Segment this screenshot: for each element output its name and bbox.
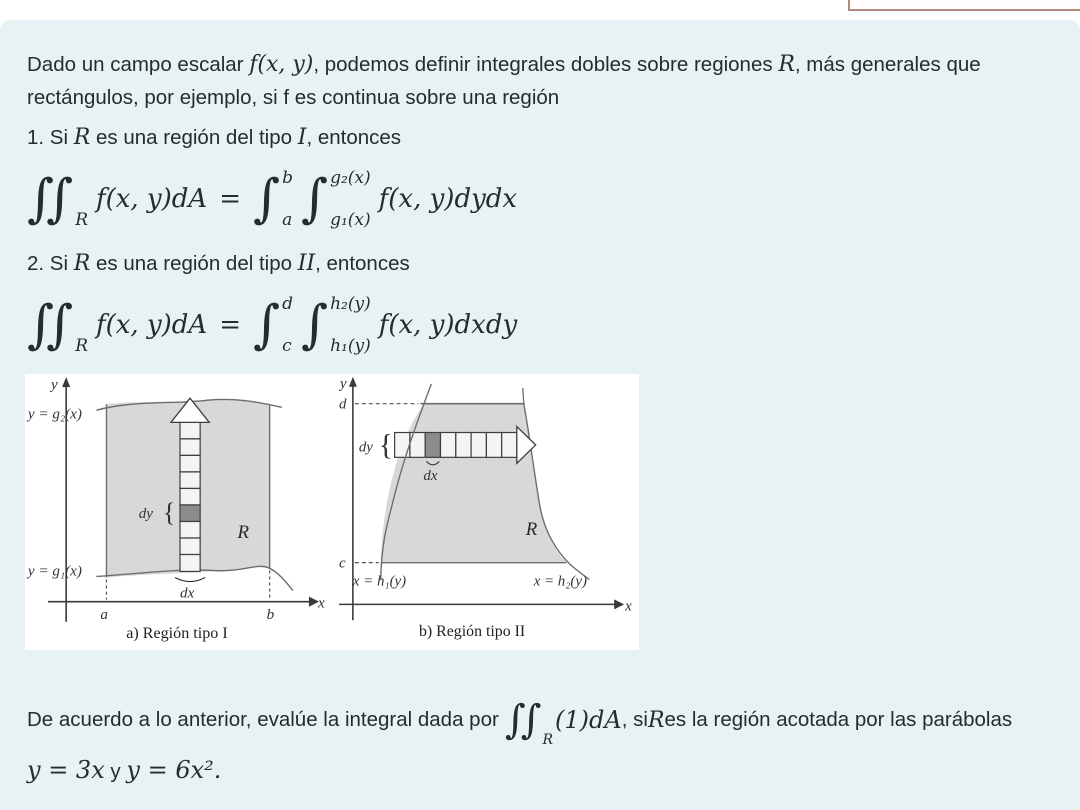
item2-text-2: es una región del tipo — [90, 252, 298, 275]
formula-type-1 — [27, 158, 1056, 240]
math-R: R — [73, 251, 91, 276]
x-axis-label: x — [625, 598, 632, 615]
lower-limit-R: R — [542, 732, 554, 748]
inner-integral-g — [301, 168, 371, 230]
dA-element — [180, 505, 200, 522]
item1-text-3: , entonces — [306, 126, 402, 149]
b-tick-label: b — [266, 606, 275, 623]
integral-sign: ∫ — [27, 169, 55, 229]
lower-limit-R: R — [75, 336, 88, 356]
item2-text-1: 2. Si — [27, 252, 74, 275]
integral-sign: ∫ — [520, 697, 542, 743]
dy-label: dy — [358, 439, 373, 456]
outer-integral-cd — [253, 294, 293, 356]
intro-paragraph — [27, 48, 1043, 114]
lower-limit-g1: g₁(x) — [330, 210, 371, 230]
equals-sign: = — [219, 184, 242, 214]
dx-brace — [175, 577, 205, 581]
integrand-lhs: f(x, y)dA — [96, 310, 208, 340]
item1-text-1: 1. Si — [27, 126, 74, 149]
upper-limit-h2: h₂(y) — [330, 294, 371, 314]
g1-label: y = g₁(x) — [27, 563, 82, 580]
y-axis-arrow-icon — [349, 377, 357, 387]
inner-integral-h — [301, 294, 371, 356]
region-fill — [378, 404, 567, 563]
h1-label: x = h₁(y) — [352, 573, 407, 590]
integral-over-R — [46, 294, 88, 356]
cutoff-dialog-border — [848, 0, 1080, 11]
integral-over-R — [46, 168, 88, 230]
x-axis-arrow-icon — [614, 599, 624, 609]
list-item-1 — [27, 124, 1056, 152]
item2-text-3: , entonces — [315, 252, 410, 275]
dA-element — [425, 433, 440, 458]
formula-type-2 — [27, 284, 1056, 366]
list-item-2 — [27, 250, 1056, 278]
parabolas-line — [27, 756, 1056, 784]
region-R-label: R — [237, 522, 250, 544]
h2-label: x = h₂(y) — [533, 573, 587, 590]
region-R-label: R — [525, 518, 538, 540]
dx-label: dx — [423, 468, 438, 485]
math-R: R — [778, 52, 795, 77]
lower-limit-c: c — [282, 336, 292, 356]
integrand: (1)dA — [555, 706, 622, 734]
closing-text-2: , si — [621, 708, 648, 731]
integral-sign: ∫ — [301, 169, 329, 229]
closing-text-1: De acuerdo a lo anterior, evalúe la integral dada por — [27, 708, 499, 731]
integrand-rhs: f(x, y)dydx — [378, 184, 518, 214]
integral-sign: ∫ — [504, 697, 526, 743]
dy-label: dy — [138, 506, 153, 523]
intro-text-3: , más generales que rectángulos, por ejemplo, si f es continua sobre una región — [27, 53, 981, 109]
conjunction: y — [104, 760, 127, 783]
dx-label: dx — [180, 585, 195, 602]
intro-text-1: Dado un campo escalar — [27, 53, 250, 76]
item1-text-2: es una región del tipo — [90, 126, 298, 149]
horizontal-strip — [395, 427, 536, 464]
y-axis-label: y — [51, 377, 58, 394]
equals-sign: = — [219, 310, 242, 340]
d-tick-label: d — [338, 396, 347, 413]
integral-sign: ∫ — [46, 169, 74, 229]
lower-limit-h1: h₁(y) — [330, 336, 371, 356]
upper-limit-g2: g₂(x) — [330, 168, 371, 188]
math-type-II: II — [297, 251, 316, 276]
dy-brace: { — [162, 498, 176, 528]
math-fxy: f(x, y) — [249, 52, 314, 77]
integral-sign: ∫ — [301, 295, 329, 355]
upper-limit-b: b — [282, 168, 293, 188]
integral-sign: ∫ — [253, 295, 281, 355]
a-tick-label: a — [100, 606, 108, 623]
integral-over-R — [521, 692, 553, 748]
period: . — [213, 756, 222, 784]
g2-label: y = g₂(x) — [27, 406, 82, 423]
y-axis-label: y — [339, 375, 347, 392]
caption-region-type-2: b) Región tipo II — [418, 623, 526, 641]
c-tick-label: c — [338, 555, 346, 572]
exercise-paragraph — [27, 692, 1056, 748]
region-type-2-diagram — [335, 374, 639, 646]
region-type-1-diagram — [25, 374, 335, 646]
integrand-lhs: f(x, y)dA — [96, 184, 208, 214]
regions-figure — [25, 374, 639, 650]
caption-region-type-1: a) Región tipo I — [126, 624, 228, 642]
eq-y-6x2: y = 6x² — [126, 756, 214, 784]
integrand-rhs: f(x, y)dxdy — [378, 310, 518, 340]
intro-text-2: , podemos definir integrales dobles sobre regiones — [313, 53, 779, 76]
x-axis-label: x — [318, 595, 325, 612]
math-R: R — [73, 125, 91, 150]
math-type-I: I — [297, 125, 307, 150]
y-axis-arrow-icon — [62, 377, 70, 387]
integral-sign: ∫ — [27, 295, 55, 355]
h2-tick — [523, 388, 524, 404]
lower-limit-R: R — [75, 210, 88, 230]
upper-limit-d: d — [282, 294, 293, 314]
closing-text-3: es la región acotada por las parábolas — [664, 708, 1013, 731]
integral-sign: ∫ — [46, 295, 74, 355]
lower-limit-a: a — [282, 210, 293, 230]
eq-y-3x: y = 3x — [27, 756, 105, 784]
outer-integral-ab — [253, 168, 293, 230]
lesson-card — [0, 20, 1080, 810]
math-R: R — [647, 707, 665, 733]
integral-sign: ∫ — [253, 169, 281, 229]
dy-brace: { — [378, 428, 394, 462]
